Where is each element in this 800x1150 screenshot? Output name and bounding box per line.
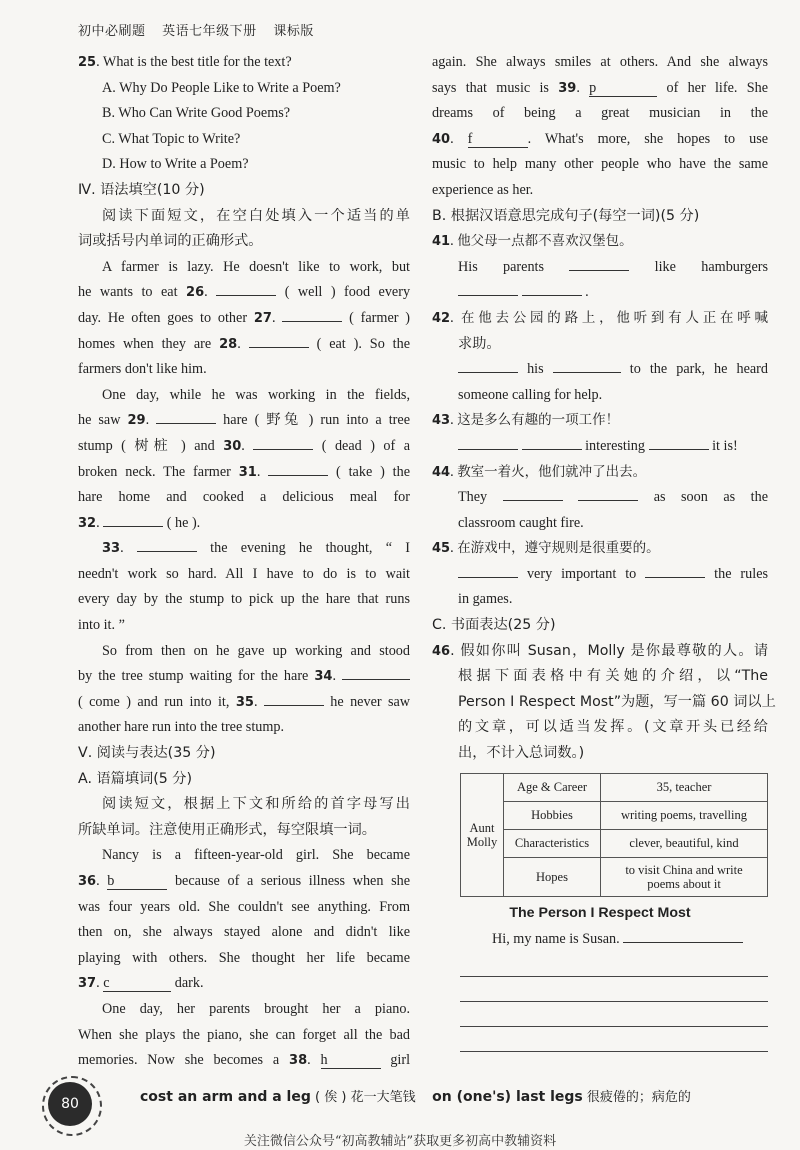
answer-blank-31[interactable]	[268, 460, 328, 476]
passage-line: into it. ”	[78, 617, 125, 634]
passage-line: by the tree stump waiting for the hare 34.	[78, 664, 410, 690]
idiom-strip: cost an arm and a leg ( 俟 ) 花一大笔钱 on (one's) last legs 很疲倦的；病危的	[140, 1089, 691, 1105]
info-table	[460, 773, 768, 897]
passage-line: When she plays the piano, she can forget all the bad	[78, 1026, 410, 1043]
passage-line: he wants to eat 26. ( well ) food every	[78, 280, 410, 306]
section-c-title: C. 书面表达(25 分)	[432, 617, 556, 634]
question-46: 46. 假如你叫 Susan，Molly 是你最尊敬的人。请	[432, 642, 769, 659]
table-value: clever, beautiful, kind	[601, 829, 768, 857]
answer-line-41: His parents like hamburgers	[432, 255, 768, 281]
answer-line-44: They as soon as the	[432, 485, 768, 511]
answer-blank-41a[interactable]	[569, 255, 629, 271]
page-footer	[40, 1078, 760, 1128]
essay-title: The Person I Respect Most	[509, 904, 691, 921]
answer-line-43: interesting it is!	[432, 434, 768, 460]
passage-line: another hare run into the tree stump.	[78, 719, 285, 736]
passage-line: Nancy is a fifteen-year-old girl. She became	[102, 847, 410, 864]
answer-line-45: very important to the rules	[432, 562, 768, 588]
passage-line: 32. ( he ).	[78, 511, 410, 537]
table-key: Hobbies	[504, 801, 601, 829]
answer-blank-26[interactable]	[216, 280, 276, 296]
idiom-2: on (one's) last legs	[432, 1089, 583, 1105]
answer-line-42b: someone calling for help.	[458, 386, 603, 403]
question-46-line: 出，不计入总词数。)	[458, 745, 585, 762]
table-key: Age & Career	[504, 773, 601, 801]
answer-blank-45b[interactable]	[645, 562, 705, 578]
passage-line: So from then on he gave up working and stood	[102, 642, 410, 659]
answer-blank-36[interactable]: b	[107, 874, 167, 890]
question-42-cont: 求助。	[458, 335, 501, 352]
passage-line: day. He often goes to other 27. ( farmer )	[78, 306, 410, 332]
essay-start: Hi, my name is Susan.	[432, 927, 768, 953]
essay-line[interactable]	[460, 977, 768, 1002]
answer-blank-43a[interactable]	[458, 434, 518, 450]
passage-line: One day, while he was working in the fields,	[102, 386, 410, 403]
question-41: 41. 他父母一点都不喜欢汉堡包。	[432, 233, 633, 250]
passage-line: needn't work so hard. All I have to do is to wait	[78, 565, 410, 582]
option-c: C. What Topic to Write?	[102, 130, 241, 147]
question-44: 44. 教室一着火，他们就冲了出去。	[432, 463, 647, 480]
answer-line-45b: in games.	[458, 591, 513, 608]
answer-blank-44b[interactable]	[578, 485, 638, 501]
answer-blank-29[interactable]	[156, 408, 216, 424]
book-name: 初中必刷题	[78, 24, 146, 39]
answer-blank-27[interactable]	[282, 306, 342, 322]
passage-line: stump ( 树桩 ) and 30. ( dead ) of a	[78, 434, 410, 460]
answer-blank-43b[interactable]	[522, 434, 582, 450]
question-46-line: Person I Respect Most”为题，写一篇 60 词以上	[458, 693, 776, 710]
passage-line: One day, her parents brought her a piano.	[102, 1000, 410, 1017]
passage-line: every day by the stump to pick up the hare that runs	[78, 591, 410, 608]
passage-line: homes when they are 28. ( eat ). So the	[78, 332, 410, 358]
answer-blank-30[interactable]	[253, 434, 313, 450]
passage-line: says that music is 39. p of her life. She	[432, 79, 769, 96]
section-4-instruction-2: 词或括号内单词的正确形式。	[78, 233, 263, 250]
table-value: 35, teacher	[601, 773, 768, 801]
answer-blank-37[interactable]: c	[103, 976, 171, 992]
answer-blank-39[interactable]: p	[589, 81, 657, 97]
answer-blank-45a[interactable]	[458, 562, 518, 578]
answer-blank-32[interactable]	[103, 511, 163, 527]
edition: 课标版	[273, 24, 314, 39]
answer-blank-41c[interactable]	[522, 280, 582, 296]
passage-line: 37. c dark.	[78, 975, 204, 992]
passage-line: 40. f . What's more, she hopes to use	[432, 130, 769, 147]
answer-blank-41b[interactable]	[458, 280, 518, 296]
question-46-line: 根据下面表格中有关她的介绍，以“The	[458, 668, 768, 685]
table-key: Hopes	[504, 857, 601, 896]
section-5a-instruction-2: 所缺单词。注意使用正确形式，每空限填一词。	[78, 821, 376, 838]
passage-line: he saw 29. hare ( 野兔 ) run into a tree	[78, 408, 410, 434]
passage-line: memories. Now she becomes a 38. h girl	[78, 1052, 411, 1069]
section-b-title: B. 根据汉语意思完成句子(每空一词)(5 分)	[432, 207, 700, 224]
person-cell: Aunt Molly	[461, 773, 504, 896]
passage-line: experience as her.	[432, 181, 534, 198]
table-key: Characteristics	[504, 829, 601, 857]
passage-line: then on, she always stayed alone and didn't like	[78, 924, 410, 941]
option-d: D. How to Write a Poem?	[102, 156, 249, 173]
answer-blank-42a[interactable]	[458, 357, 518, 373]
page-header	[78, 20, 326, 39]
option-b: B. Who Can Write Good Poems?	[102, 105, 291, 122]
passage-line: dreams of being a great musician in the	[432, 105, 768, 122]
passage-line: broken neck. The farmer 31. ( take ) the	[78, 460, 410, 486]
answer-blank-38[interactable]: h	[321, 1053, 381, 1069]
essay-line[interactable]	[460, 952, 768, 977]
passage-line: farmers don't like him.	[78, 361, 207, 378]
answer-blank-35[interactable]	[264, 690, 324, 706]
section-4-instruction: 阅读下面短文，在空白处填入一个适当的单	[102, 207, 410, 224]
subject: 英语七年级下册	[162, 24, 257, 39]
answer-blank-28[interactable]	[249, 332, 309, 348]
section-5-title: Ⅴ. 阅读与表达(35 分)	[78, 745, 216, 762]
watermark: 关注微信公众号“初高教辅站”获取更多初高中教辅资料	[243, 1134, 557, 1149]
left-column	[78, 50, 410, 1074]
table-value: writing poems, travelling	[601, 801, 768, 829]
section-4-title: Ⅳ. 语法填空(10 分)	[78, 181, 205, 198]
passage-line: ( come ) and run into it, 35. he never saw	[78, 690, 410, 716]
option-a: A. Why Do People Like to Write a Poem?	[102, 79, 341, 96]
passage-line: music to help many other people who have the same	[432, 156, 768, 173]
essay-line[interactable]	[623, 927, 743, 943]
answer-line-41b: .	[432, 280, 768, 306]
question-42: 42. 在他去公园的路上，他听到有人正在呼喊	[432, 309, 769, 326]
passage-line: again. She always smiles at others. And she always	[432, 54, 768, 70]
answer-line-42: his to the park, he heard	[432, 357, 768, 383]
answer-blank-34[interactable]	[342, 664, 410, 680]
passage-line: hare home and cooked a delicious meal for	[78, 489, 410, 506]
passage-line: was four years old. She couldn't see anything. From	[78, 898, 410, 915]
essay-line[interactable]	[460, 1027, 768, 1052]
question-25: 25. What is the best title for the text?	[78, 54, 292, 70]
question-46-line: 的文章，可以适当发挥。(文章开头已经给	[458, 719, 768, 736]
answer-line-44b: classroom caught fire.	[458, 514, 584, 531]
passage-line: 36. b because of a serious illness when she	[78, 873, 410, 889]
page-number: 80	[48, 1082, 92, 1126]
answer-blank-33[interactable]	[137, 536, 197, 552]
section-5a-instruction: 阅读短文，根据上下文和所给的首字母写出	[102, 796, 410, 813]
passage-line: A farmer is lazy. He doesn't like to work, but	[102, 258, 410, 275]
passage-line: 33. the evening he thought, “ I	[78, 536, 410, 562]
answer-blank-40[interactable]: f	[468, 132, 528, 148]
answer-blank-44a[interactable]	[503, 485, 563, 501]
question-45: 45. 在游戏中，遵守规则是很重要的。	[432, 540, 660, 557]
essay-line[interactable]	[460, 1002, 768, 1027]
idiom-1: cost an arm and a leg	[140, 1089, 311, 1105]
table-value: to visit China and write poems about it	[601, 857, 768, 896]
answer-blank-43c[interactable]	[649, 434, 709, 450]
passage-line: playing with others. She thought her life became	[78, 949, 410, 966]
question-43: 43. 这是多么有趣的一项工作！	[432, 412, 620, 429]
right-column	[432, 50, 776, 1052]
section-5a-title: A. 语篇填词(5 分)	[78, 770, 193, 787]
answer-blank-42b[interactable]	[553, 357, 621, 373]
